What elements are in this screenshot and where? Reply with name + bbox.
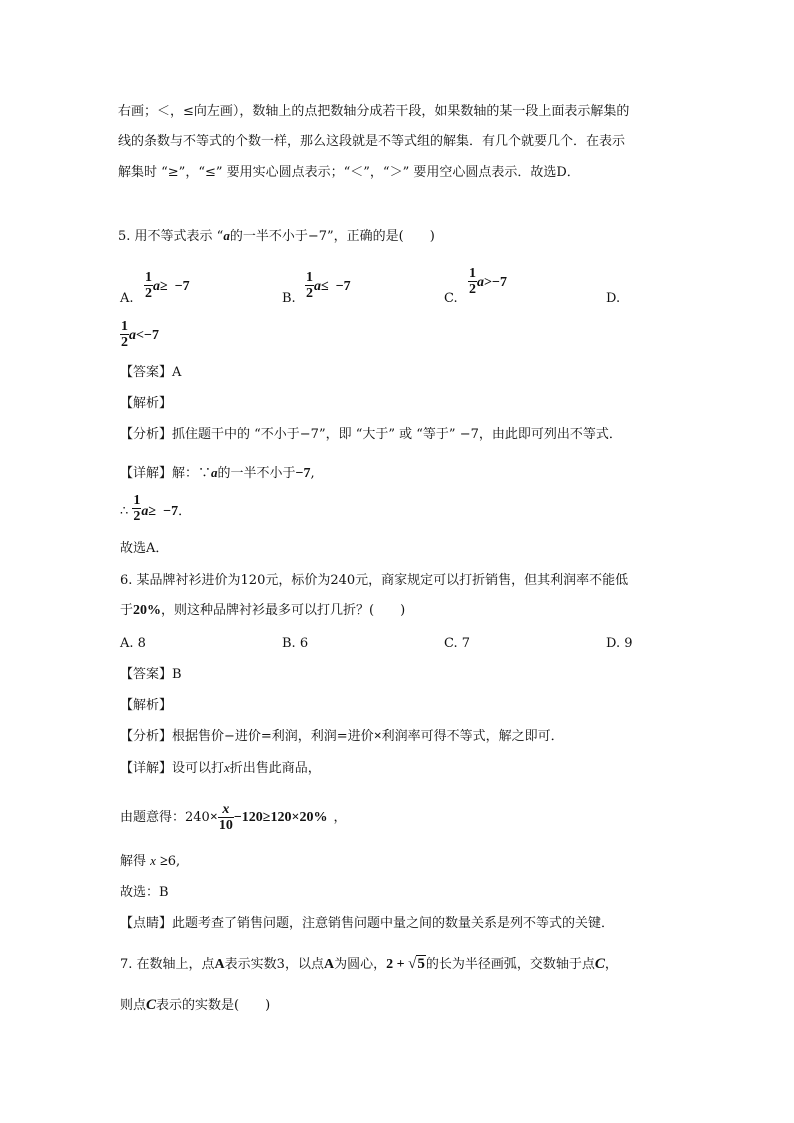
q6-equation: 由题意得：240× $\frac{x}{10}$ −120≥120×20% ， xyxy=(120,802,347,833)
q6-analysis-head: 【解析】 xyxy=(120,698,173,713)
q6-answer: 【答案】B xyxy=(120,667,182,682)
q5-option-c-label: C. xyxy=(444,291,458,306)
q5-option-b-expr: $\frac{1}{2}$ a≤ −7 xyxy=(306,270,351,301)
q5-option-b-label: B. xyxy=(282,291,296,306)
q6-solve: 解得 x ≥6, xyxy=(120,853,181,869)
q5-option-a-label: A. xyxy=(120,291,134,306)
q6-choose: 故选：B xyxy=(120,885,169,900)
intro-line-2: 线的条数与不等式的个数一样，那么这段就是不等式组的解集．有几个就要几个．在表示 xyxy=(118,134,626,149)
q5-option-d-label: D. xyxy=(606,291,621,306)
q5-option-a-expr: $\frac{1}{2}$ a≥ −7 xyxy=(145,270,190,301)
q6-analysis: 【分析】根据售价−进价=利润，利润=进价×利润率可得不等式，解之即可． xyxy=(120,729,564,744)
q5-analysis: 【分析】抓住题干中的 “不小于−7”，即 “大于” 或 “等于” −7，由此即可列出不等式． xyxy=(120,427,622,442)
q6-comment: 【点睛】此题考查了销售问题，注意销售问题中量之间的数量关系是列不等式的关键． xyxy=(120,916,615,931)
q5-choose: 故选A． xyxy=(120,541,169,556)
intro-line-3: 解集时 “≥”，“≤” 要用实心圆点表示；“＜”，“＞” 要用空心圆点表示．故选D． xyxy=(118,165,580,180)
q7-stem-line-1: 7. 在数轴上，点A表示实数3，以点A为圆心，2 + √5的长为半径画弧，交数轴于点C， xyxy=(120,956,618,972)
q6-detail: 【详解】设可以打x折出售此商品， xyxy=(120,760,321,776)
q5-detail: 【详解】解：∵a的一半不小于−7, xyxy=(120,465,315,481)
q5-conclusion: ∴ $\frac{1}{2}$ a≥ −7． xyxy=(120,493,192,524)
q6-option-b: B. 6 xyxy=(282,636,309,651)
q5-option-c-expr: $\frac{1}{2}$ a>−7 xyxy=(469,266,507,297)
intro-line-1: 右画；＜，≤向左画），数轴上的点把数轴分成若干段，如果数轴的某一段上面表示解集的 xyxy=(118,104,630,119)
q5-option-d-expr: $\frac{1}{2}$ a<−7 xyxy=(121,319,159,350)
q7-stem-line-2: 则点C表示的实数是( ) xyxy=(120,997,271,1013)
q7-radius-expr: 2 + √5 xyxy=(386,956,425,972)
q6-option-c: C. 7 xyxy=(444,636,471,651)
q6-option-d: D. 9 xyxy=(606,636,633,651)
q5-stem-var: a xyxy=(223,228,230,243)
q6-stem-line-1: 6. 某品牌衬衫进价为120元，标价为240元，商家规定可以打折销售，但其利润率不能低 xyxy=(120,573,629,588)
q5-analysis-head: 【解析】 xyxy=(120,396,173,411)
q6-option-a: A. 8 xyxy=(120,636,146,651)
q5-stem: 5. 用不等式表示 “a的一半不小于−7”，正确的是( ) xyxy=(118,228,435,244)
q6-stem-line-2: 于20%，则这种品牌衬衫最多可以打几折？( ) xyxy=(120,603,406,618)
q5-answer: 【答案】A xyxy=(120,365,182,380)
